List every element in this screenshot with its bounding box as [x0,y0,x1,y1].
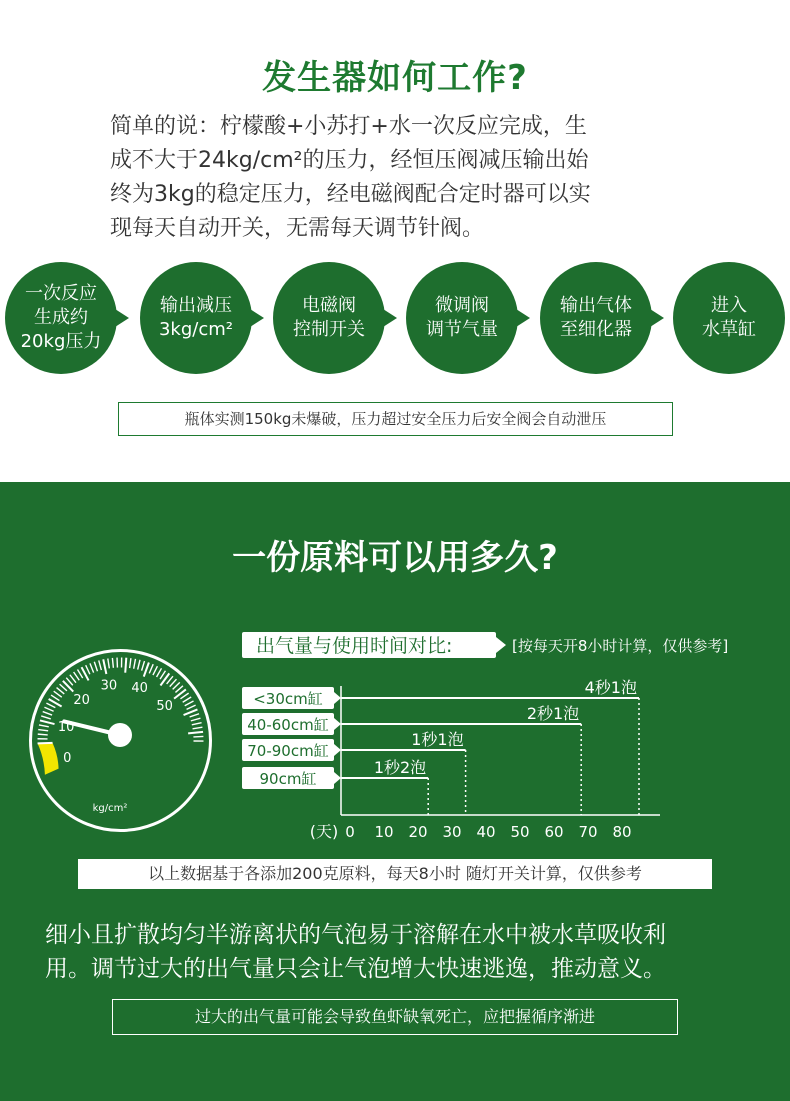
x-tick-label: 60 [544,823,564,841]
step-text: 3kg/cm² [158,319,233,340]
intro-line: 现每天自动开关，无需每天调节针阀。 [110,216,485,241]
chart-title-arrow [496,637,506,653]
step-text: 至细化器 [560,319,632,340]
bar-value-label: 1秒1泡 [411,730,464,749]
step-text: 控制开关 [293,319,365,340]
step-text: 调节气量 [426,319,498,340]
data-basis-note: 以上数据基于各添加200克原料，每天8小时 随灯开关计算，仅供参考 [78,859,712,889]
gauge-tick [38,734,48,735]
process-steps [0,262,790,374]
step-text: 20kg压力 [20,331,102,352]
category-label: 40-60cm缸 [247,716,329,734]
bar-value-label: 2秒1泡 [526,704,580,723]
x-tick-label: 80 [612,823,632,841]
how-it-works-section [0,0,790,482]
gauge-tick-label: 10 [57,719,75,735]
x-tick-label: 20 [408,823,428,841]
gauge-tick-label: 50 [156,699,173,715]
bar-value-label: 1秒2泡 [373,758,427,777]
step-solenoid [273,262,385,374]
bubble-line: 用。调节过大的出气量只会让气泡增大快速逃逸，推动意义。 [45,956,666,982]
arrow-right-icon [383,309,397,327]
x-tick-label: 30 [442,823,462,841]
step-text: 一次反应 [25,283,97,304]
pressure-gauge [28,648,213,833]
step-text: 进入 [711,295,747,316]
category-label: 90cm缸 [259,770,317,788]
step-text: 水草缸 [702,319,756,340]
step-tank [673,262,785,374]
category-arrow [334,744,341,756]
chart-rows [242,678,639,815]
step-diffuser [540,262,652,374]
x-tick-label: 70 [578,823,598,841]
gauge-tick-label: 40 [131,680,148,696]
bubble-line: 细小且扩散均匀半游离状的气泡易于溶解在水中被水草吸收利 [45,922,666,948]
step-text: 微调阀 [435,295,489,316]
intro-line: 终为3kg的稳定压力，经电磁阀配合定时器可以实 [110,182,591,207]
gauge-unit: kg/cm² [92,803,128,814]
x-tick-label: 0 [345,823,355,841]
intro-line: 成不大于24kg/cm²的压力，经恒压阀减压输出始 [110,148,589,173]
step-text: 电磁阀 [302,295,356,316]
chart-x-unit: (天) [309,822,339,841]
category-arrow [334,692,341,704]
gauge-tick [38,743,53,744]
step-text: 输出气体 [560,295,632,316]
section-title-how-it-works: 发生器如何工作? [262,58,528,98]
intro-line: 简单的说：柠檬酸+小苏打+水一次反应完成，生 [110,114,587,139]
bubble-paragraph [45,918,765,986]
chart-x-ticks [345,823,631,841]
gauge-tick-label: 0 [63,750,72,766]
gauge-hub [108,723,132,747]
category-arrow [334,772,341,784]
gauge-tick-label: 30 [100,678,118,694]
gauge-tick-label: 20 [73,693,90,709]
chart-title: 出气量与使用时间对比: [256,635,453,657]
bar-value-label: 4秒1泡 [584,678,637,697]
usage-chart [230,625,790,850]
safety-note: 瓶体实测150kg未爆破，压力超过安全压力后安全阀会自动泄压 [118,402,673,436]
step-text: 输出减压 [160,295,232,316]
category-arrow [334,718,341,730]
chart-subtitle: [按每天开8小时计算，仅供参考] [512,637,729,655]
step-text: 生成约 [34,307,88,328]
intro-paragraph [110,110,710,246]
x-tick-label: 10 [374,823,394,841]
section-title-usage-duration: 一份原料可以用多久? [232,538,558,578]
arrow-right-icon [115,309,129,327]
arrow-right-icon [250,309,264,327]
category-label: 70-90cm缸 [247,742,329,760]
gauge-tick [125,658,126,673]
step-fine-valve [406,262,518,374]
x-tick-label: 50 [510,823,530,841]
warning-note: 过大的出气量可能会导致鱼虾缺氧死亡，应把握循序渐进 [112,999,678,1035]
category-label: <30cm缸 [253,690,323,708]
arrow-right-icon [650,309,664,327]
step-reaction [5,262,117,374]
arrow-right-icon [516,309,530,327]
step-output-reduce [140,262,252,374]
x-tick-label: 40 [476,823,496,841]
gauge-tick [112,658,113,668]
